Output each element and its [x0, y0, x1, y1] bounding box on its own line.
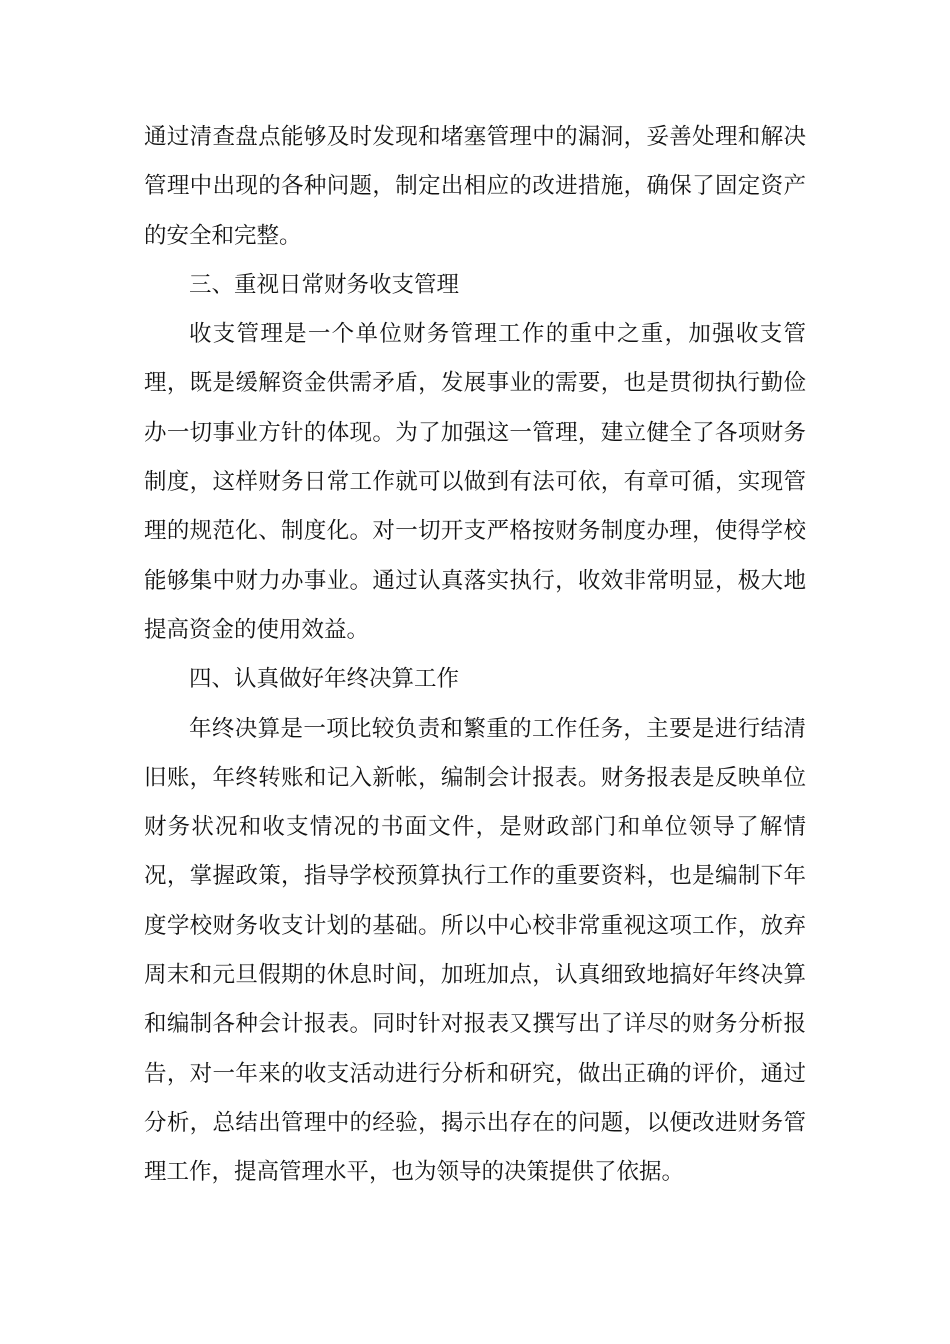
document-body — [144, 113, 806, 1198]
paragraph-continuation: 通过清查盘点能够及时发现和堵塞管理中的漏洞，妥善处理和解决管理中出现的各种问题，制定出相应的改进措施，确保了固定资产的安全和完整。 — [144, 124, 806, 249]
section-heading-4: 四、认真做好年终决算工作 — [189, 666, 460, 693]
paragraph-income-expense: 收支管理是一个单位财务管理工作的重中之重，加强收支管理，既是缓解资金供需矛盾，发展事业的需要，也是贯彻执行勤俭办一切事业方针的体现。为了加强这一管理，建立健全了各项财务制度，这样财务日常工作就可以做到有法可依，有章可循，实现管理的规范化、制度化。对一切开支严格按财务制度办理，使得学校能够集中财力办事业。通过认真落实执行，收效非常明显，极大地提高资金的使用效益。 — [144, 321, 806, 643]
paragraph-year-end: 年终决算是一项比较负责和繁重的工作任务，主要是进行结清旧账，年终转账和记入新帐，编制会计报表。财务报表是反映单位财务状况和收支情况的书面文件，是财政部门和单位领导了解情况，掌握政策，指导学校预算执行工作的重要资料，也是编制下年度学校财务收支计划的基础。所以中心校非常重视这项工作，放弃周末和元旦假期的休息时间，加班加点，认真细致地搞好年终决算和编制各种会计报表。同时针对报表又撰写出了详尽的财务分析报告，对一年来的收支活动进行分析和研究，做出正确的评价，通过分析，总结出管理中的经验，揭示出存在的问题，以便改进财务管理工作，提高管理水平，也为领导的决策提供了依据。 — [144, 715, 806, 1186]
section-heading-3: 三、重视日常财务收支管理 — [189, 271, 460, 298]
